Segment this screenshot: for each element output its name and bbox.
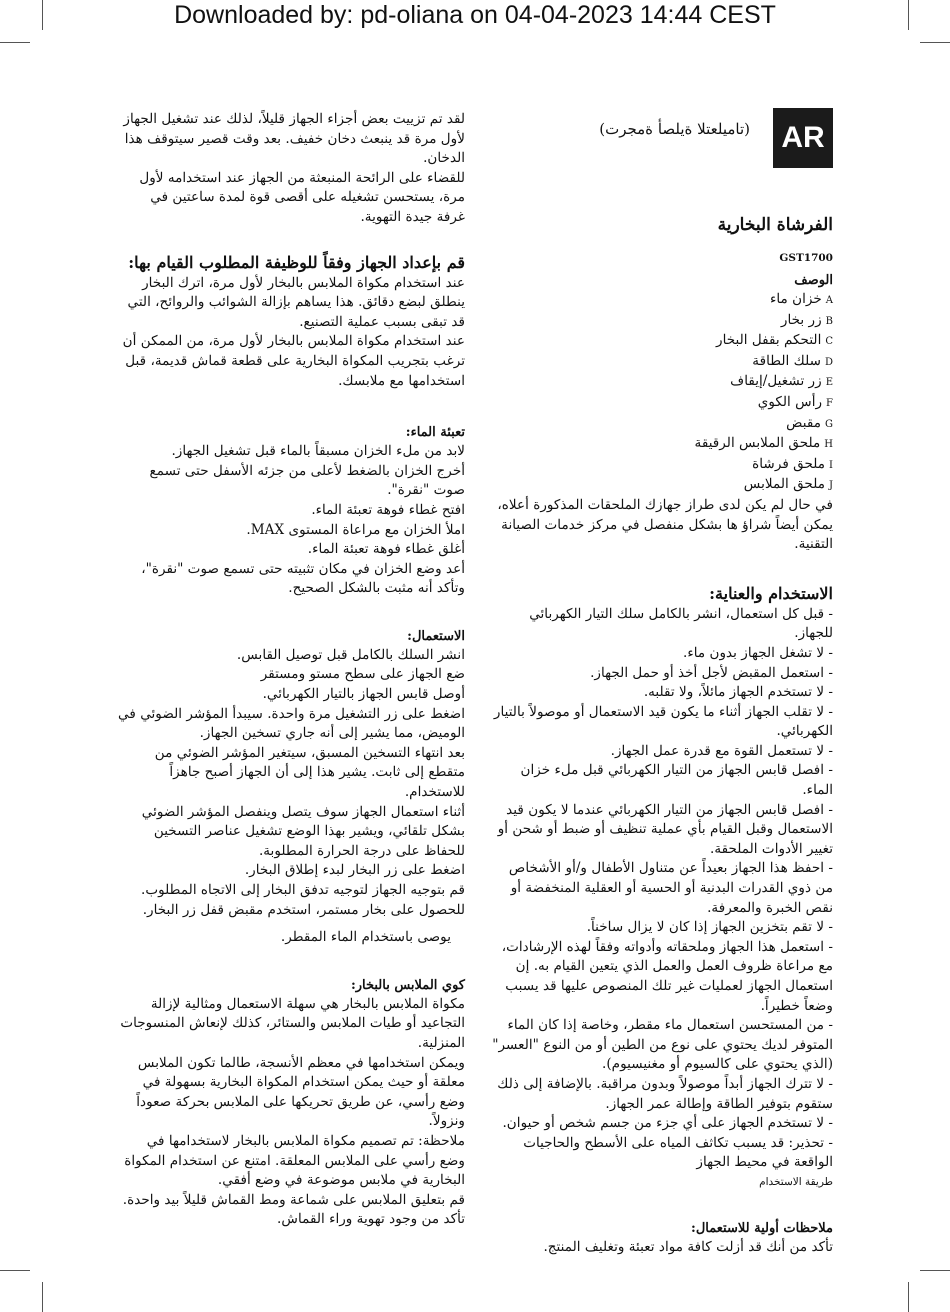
setup-paragraph: عند استخدام مكواة الملابس بالبخار لأول مرة، اترك البخار ينطلق لبضع دقائق. هذا يساهم بإزالة الشوائب والروائح، التي قد تبقى بسبب عملية التصنيع. [127, 274, 465, 330]
list-item: - قبل كل استعمال، انشر بالكامل سلك التيار الكهربائي للجهاز. [529, 605, 833, 642]
intro-paragraph: لقد تم تزييت بعض أجزاء الجهاز قليلاً، لذلك عند تشغيل الجهاز لأول مرة قد ينبعث دخان خفيف. بعد وقت قصير سيتوقف هذا الدخان. [123, 111, 465, 167]
setup-paragraph: عند استخدام مكواة الملابس بالبخار لأول مرة، من الممكن أن ترغب بتجريب المكواة البخارية على قطعة قماش قديمة، قبل استخدامها مع ملابسك. [122, 333, 465, 389]
crop-mark-left-lower [0, 1270, 30, 1271]
left-column [118, 110, 465, 1230]
intro-paragraph: للقضاء على الرائحة المنبعثة من الجهاز عند استخدامه لأول مرة، يستحسن تشغيله على أقصى قوة لمدة ساعتين في غرفة جيدة التهوية. [139, 169, 465, 225]
product-title: الفرشاة البخارية [717, 215, 833, 235]
method-label: طريقة الاستخدام [759, 1175, 833, 1188]
language-badge: AR [773, 108, 833, 168]
usage-step: أثناء استعمال الجهاز سوف يتصل وينفصل المؤشر الضوئي بشكل تلقائي، ويشير بهذا الوضع تشغيل عناصر التسخين للحفاظ على درجة الحرارة المطلوبة. [141, 803, 465, 859]
usage-step: انشر السلك بالكامل قبل توصيل القابس. [236, 646, 465, 663]
crop-mark-left-upper [0, 42, 30, 43]
usage-step: بعد انتهاء التسخين المسبق، سيتغير المؤشر الضوئي من متقطع إلى ثابت. يشير هذا إلى أن الجهاز أصبح جاهزاً للاستخدام. [154, 744, 465, 801]
usage-step: للحصول على بخار مستمر، استخدم مقبض قفل زر البخار. [142, 901, 465, 918]
use-care-heading: الاستخدام والعناية: [709, 583, 833, 603]
fill-step: أعد وضع الخزان في مكان تثبيته حتى تسمع صوت "نقرة"، وتأكد أنه مثبت بالشكل الصحيح. [141, 560, 465, 597]
list-item: - لا تقلب الجهاز أثناء ما يكون قيد الاستعمال أو موصولاً بالتيار الكهربائي. [493, 703, 833, 740]
fill-step: لابد من ملء الخزان مسبقاً بالماء قبل تشغيل الجهاز. [171, 443, 465, 460]
list-item: - تحذير: قد يسبب تكاثف المياه على الأسطح والحاجيات الواقعة في محيط الجهاز [523, 1134, 833, 1171]
part-item: Hملحق الملابس الرقيقة [694, 435, 833, 452]
fill-step: أغلق غطاء فوهة تعبئة الماء. [307, 541, 465, 558]
usage-heading: الاستعمال: [407, 628, 465, 644]
crop-mark-bottom-right [908, 1282, 909, 1312]
list-item: - افصل قابس الجهاز من التيار الكهربائي قبل ملء خزان الماء. [520, 762, 833, 799]
part-item: Cالتحكم بقفل البخار [716, 332, 833, 349]
usage-step: اضغط على زر البخار لبدء إطلاق البخار. [244, 862, 465, 879]
steam-paragraph: مكواة الملابس بالبخار هي سهلة الاستعمال ومثالية لإزالة التجاعيد أو طيات الملابس والستائر، كذلك لإنعاش المنسوجات المنزلية. [120, 995, 465, 1051]
part-item: Iملحق فرشاة [752, 455, 833, 472]
fill-step: افتح غطاء فوهة تعبئة الماء. [311, 501, 465, 518]
list-item: - لا تترك الجهاز أبداً موصولاً وبدون مراقبة. بالإضافة إلى ذلك ستقوم بتوفير الطاقة وإطالة عمر الجهاز. [497, 1075, 833, 1112]
list-item: - لا تشغل الجهاز بدون ماء. [683, 644, 833, 661]
part-item: Fرأس الكوي [757, 393, 833, 410]
crop-mark-bottom-left [42, 1282, 43, 1312]
part-item: Eزر تشغيل/إيقاف [730, 373, 833, 390]
part-item: Dسلك الطاقة [752, 352, 833, 369]
use-care-list [488, 605, 833, 1173]
list-item: - لا تستخدم الجهاز مائلاً، ولا تقلبه. [643, 684, 833, 701]
setup-heading: قم بإعداد الجهاز وفقاً للوظيفة المطلوب القيام بها: [128, 252, 465, 272]
list-item: - استعمل المقبض لأجل أخذ أو حمل الجهاز. [590, 664, 833, 681]
crop-mark-right-upper [920, 42, 950, 43]
part-item: Aخزان ماء [769, 291, 833, 307]
usage-step: أوصل قابس الجهاز بالتيار الكهربائي. [262, 686, 465, 703]
parts-list [488, 290, 833, 496]
description-heading: الوصف [794, 273, 833, 288]
accessories-note: في حال لم يكن لدى طراز جهازك الملحقات المذكورة أعلاه، يمكن أيضاً شراؤ ها بشكل منفصل في مركز خدمات الصيانة التقنية. [497, 496, 833, 553]
usage-step: قم بتوجيه الجهاز لتوجيه تدفق البخار إلى الاتجاه المطلوب. [141, 882, 465, 898]
steam-paragraph: ويمكن استخدامها في معظم الأنسجة، طالما تكون الملابس معلقة أو حيث يمكن استخدام المكواة البخارية بسهولة في وضع رأسي، عن طريق تحريكها على الملابس بحركة صعوداً ونزولاً. [136, 1054, 465, 1130]
download-stamp: Downloaded by: pd-oliana on 04-04-2023 14:44 CEST [174, 1, 776, 29]
steam-paragraph: قم بتعليق الملابس على شماعة ومط القماش قليلاً بيد واحدة. [122, 1191, 465, 1208]
preliminary-heading: ملاحظات أولية للاستعمال: [691, 1220, 833, 1236]
right-column [488, 213, 833, 1258]
steam-ironing-heading: كوي الملابس بالبخار: [350, 977, 465, 993]
preliminary-text: تأكد من أنك قد أزلت كافة مواد تعبئة وتغليف المنتج. [543, 1238, 833, 1255]
list-item: - افصل قابس الجهاز من التيار الكهربائي عندما لا يكون قيد الاستعمال وقبل القيام بأي عملية تنظيف أو ضبط أو شحن أو تغيير الأدوات الملحقة. [497, 801, 833, 857]
part-item: Gمقبض [786, 414, 833, 431]
list-item: - لا تستعمل القوة مع قدرة عمل الجهاز. [610, 742, 833, 759]
fill-step: املأ الخزان مع مراعاة المستوى MAX. [246, 521, 465, 538]
steam-paragraph: ملاحظة: تم تصميم مكواة الملابس بالبخار لاستخدامها في وضع رأسي على الملابس المعلقة. امتنع عن استخدام المكواة البخارية في ملابس موضوعة في وضع أفقي. [124, 1132, 465, 1189]
list-item: - من المستحسن استعمال ماء مقطر، وخاصة إذا كان الماء المتوفر لديك يحتوي على نوع من الطين أو من النوع "العسر" (الذي يحتوي على كالسيوم أو مغنيسيوم). [492, 1017, 833, 1073]
distilled-water-note: يوصى باستخدام الماء المقطر. [280, 929, 451, 946]
steam-paragraph: تأكد من وجود تهوية وراء القماش. [277, 1211, 465, 1228]
model-number: GST1700 [779, 252, 833, 264]
list-item: - استعمل هذا الجهاز وملحقاته وأدواته وفقاً لهذه الإرشادات، مع مراعاة ظروف العمل والعمل الذي يتعين القيام به. إن استعمال الجهاز لعمليات غير تلك المنصوص عليها قد يسبب وضعاً خطيراً. [501, 938, 833, 1014]
list-item: - لا تقم بتخزين الجهاز إذا كان لا يزال ساخناً. [586, 919, 833, 936]
crop-mark-top-right [908, 0, 909, 30]
crop-mark-top-left [42, 0, 43, 30]
part-item: Bزر بخار [780, 311, 833, 328]
part-item: Jملحق الملابس [743, 476, 833, 493]
list-item: - لا تستخدم الجهاز على أي جزء من جسم شخص أو حيوان. [502, 1115, 833, 1132]
fill-water-heading: تعبئة الماء: [405, 425, 465, 441]
usage-step: اضغط على زر التشغيل مرة واحدة. سيبدأ المؤشر الضوئي في الوميض، مما يشير إلى أنه جاري تسخين الجهاز. [118, 705, 465, 742]
crop-mark-right-lower [920, 1270, 950, 1271]
list-item: - احفظ هذا الجهاز بعيداً عن متناول الأطفال و/أو الأشخاص من ذوي القدرات البدنية أو الحسية أو العقلية المنخفضة أو نقص الخبرة والمعرفة. [508, 860, 833, 916]
translation-note: (تامیلعتلا ةیلصأ ةمجرت) [599, 120, 750, 138]
fill-step: أخرج الخزان بالضغط لأعلى من جزئه الأسفل حتى تسمع صوت "نقرة". [149, 462, 465, 499]
usage-step: ضع الجهاز على سطح مستو ومستقر [260, 666, 465, 683]
